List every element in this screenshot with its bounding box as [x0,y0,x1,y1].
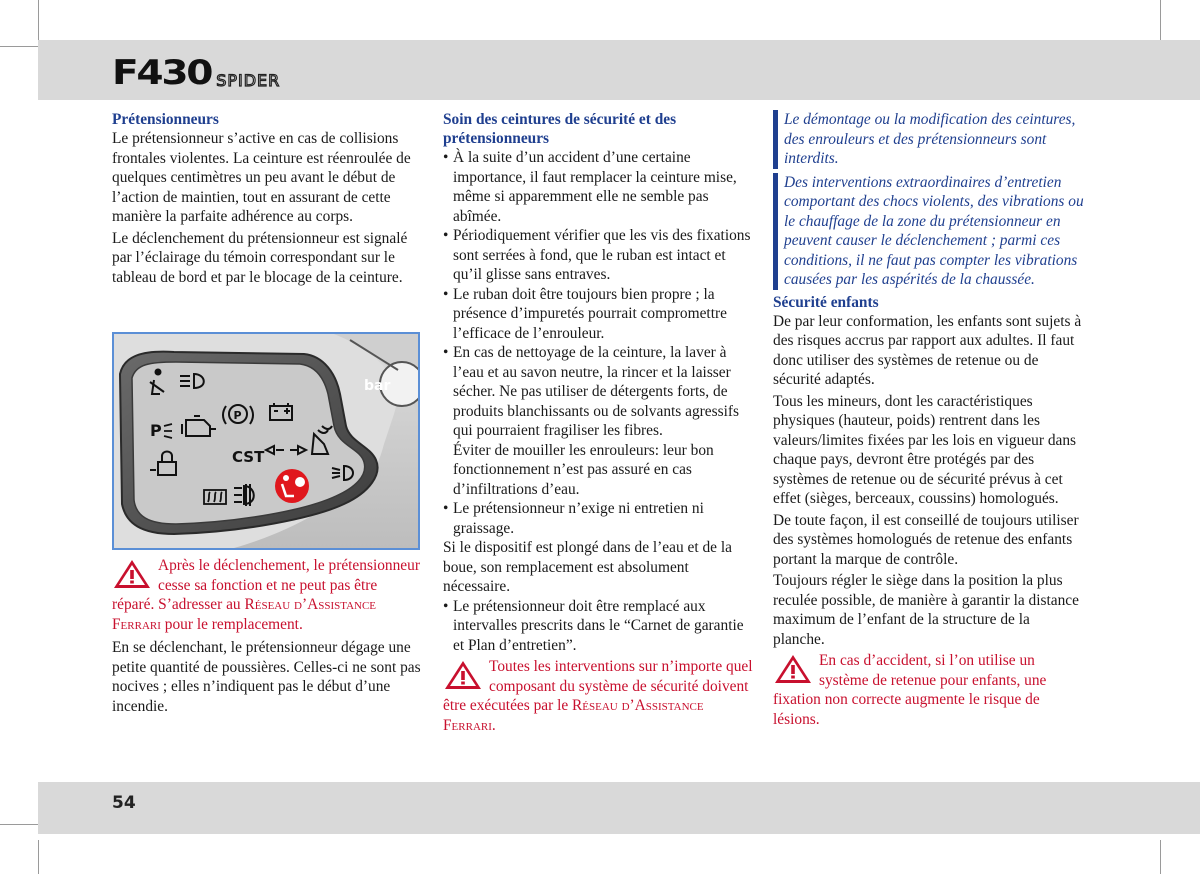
list-item: • Le ruban doit être toujours bien propre ; la présence d’impuretés pourrait compromettre l’efficace de l’enrouleur. [443,285,756,344]
list-item-text: Le prétensionneur doit être remplacé aux intervalles prescrits dans le “Carnet de garantie et Plan d’entretien”. [453,597,744,654]
list-item: • Le prétensionneur n’exige ni entretien ni graissage. [443,499,756,538]
ferrari-network-link: Réseau d’Assistance Ferrari [112,596,377,633]
warning-text-end: . [491,716,496,734]
bar-label: bar [364,378,391,394]
warning-note [773,651,1085,729]
list-item-text: Le ruban doit être toujours bien propre ; la présence d’impuretés pourrait compromettre l’efficace de l’enrouleur. [453,285,727,342]
crop-mark [0,824,38,825]
fog-light-icon [234,484,254,506]
italic-notice: Des interventions extraordinaires d’entretien comportant des chocs violents, des vibrations ou le chauffage de la zone du prétensionneur en peuvent causer le déclenchement ; parmi ces conditions, il ne faut pas compter les vibrations causées par les aspérités de la chaussée. [773,173,1085,290]
airbag-warning-icon [275,469,309,503]
column-left [112,110,422,287]
warning-triangle-icon [773,653,813,685]
warning-text-end: pour le remplacement. [164,615,303,633]
paragraph: Toujours régler le siège dans la position la plus reculée possible, de manière à garantir la distance maximum de l’enfant de la structure de la planche. [773,572,1079,648]
footer-band [38,782,1200,834]
section-title-child-safety: Sécurité enfants [773,293,879,311]
paragraph: De par leur conformation, les enfants sont sujets à des risques accrus par rapport aux adultes. Il faut donc utiliser des systèmes de retenue ou de sécurité adaptés. [773,312,1082,388]
list-item: • En cas de nettoyage de la ceinture, la laver à l’eau et au savon neutre, la rincer et la laisser sécher. Ne pas utiliser de détergents forts, de produits blanchissants ou de solvants agressifs qui pourraient fragiliser les fibres. [443,343,756,441]
warning-triangle-icon [443,659,483,691]
cst-label: CST [232,448,265,466]
paragraph: Le déclenchement du prétensionneur est signalé par l’éclairage du témoin correspondant sur le tableau de bord et par le blocage de la ceinture. [112,229,408,286]
crop-mark [1160,0,1161,40]
crop-mark [38,0,39,40]
list-item-text: À la suite d’un accident d’une certaine importance, il faut remplacer la ceinture mise, même si apparemment elle ne semble pas abîmée. [453,149,737,225]
column-right [773,110,1085,729]
warning-text: En cas d’accident, si l’on utilise un système de retenue pour enfants, une fixation non correcte augmente le risque de lésions. [773,652,1047,728]
paragraph: De toute façon, il est conseillé de toujours utiliser des systèmes homologués de retenue des enfants portant la marque de contrôle. [773,511,1079,568]
list-item-continuation: Éviter de mouiller les enrouleurs: leur bon fonctionnement n’est pas assuré en cas d’infiltrations d’eau. [453,441,714,498]
dashboard-svg [114,334,418,548]
column-middle [443,110,756,735]
warning-text: Après le déclenchement, le prétensionneur cesse sa fonction et ne peut pas être réparé. S’adresser au [112,557,420,613]
logo-main-text: F430 [112,53,212,93]
warning-note [112,556,422,634]
list-item: • À la suite d’un accident d’une certaine importance, il faut remplacer la ceinture mise, même si apparemment elle ne semble pas abîmée. [443,148,756,226]
page-number: 54 [112,793,136,813]
warning-note [443,657,756,735]
list-item: • Périodiquement vérifier que les vis des fixations sont serrées à fond, que le ruban est intact et qu’il glisse sans entraves. [443,226,756,285]
crop-mark [1160,840,1161,874]
section-title-belt-care: Soin des ceintures de sécurité et des prétensionneurs [443,111,677,147]
list-item-text: En cas de nettoyage de la ceinture, la laver à l’eau et au savon neutre, la rincer et la laisser sécher. Ne pas utiliser de détergents forts, de produits blanchissants ou de solvants agressifs qui pourraient fragiliser les fibres. [453,344,739,439]
svg-text:P: P [150,421,162,440]
italic-notice: Le démontage ou la modification des ceintures, des enrouleurs et des prétensionneurs sont interdits. [773,110,1085,169]
section-title-pretensioners: Prétensionneurs [112,111,219,128]
warning-triangle-icon [112,558,152,590]
list-item: • Le prétensionneur doit être remplacé aux intervalles prescrits dans le “Carnet de garantie et Plan d’entretien”. [443,597,756,656]
column-left-lower [112,556,422,716]
paragraph: Le prétensionneur s’active en cas de collisions frontales violentes. La ceinture est réenroulée de quelques centimètres un peu avant le début de l’action de maintien, tout en assurant de cette manière la parfaite adhérence au corps. [112,130,411,225]
paragraph: Si le dispositif est plongé dans de l’eau et de la boue, son remplacement est absolument nécessaire. [443,539,732,595]
paragraph: Tous les mineurs, dont les caractéristiques physiques (hauteur, poids) rentrent dans les valeurs/limites fixées par les lois en vigueur dans chaque pays, devront être protégés par des systèmes de retenue ou de sécurité prévus à cet effet (sièges, berceaux, coussins) homologués. [773,392,1077,507]
dashboard-warning-lights-illustration [112,332,420,550]
crop-mark [0,46,38,47]
svg-text:P: P [233,409,242,422]
f430-spider-logo [112,50,281,93]
crop-mark [38,840,39,874]
warning-text: Toutes les interventions sur n’importe quel composant du système de sécurité doivent être exécutées par le [443,658,753,714]
list-item-text: Le prétensionneur n’exige ni entretien ni graissage. [453,500,704,537]
list-item-text: Périodiquement vérifier que les vis des fixations sont serrées à fond, que le ruban est intact et qu’il glisse sans entraves. [453,227,751,283]
paragraph: En se déclenchant, le prétensionneur dégage une petite quantité de poussières. Celles-ci ne sont pas nocives ; elles n’indiquent pas le début d’une incendie. [112,639,421,715]
logo-sub-text: SPIDER [216,71,281,90]
ferrari-network-link: Réseau d’Assistance Ferrari [443,697,704,734]
